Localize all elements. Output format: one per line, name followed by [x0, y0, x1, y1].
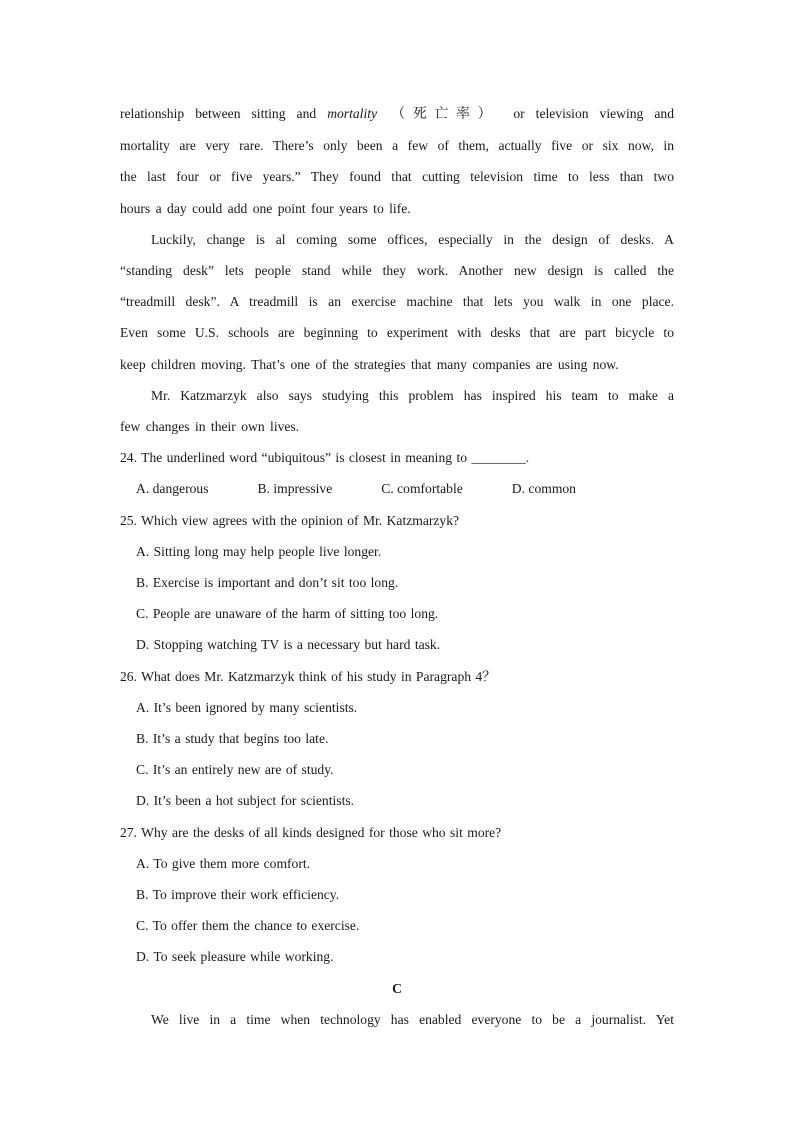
option-d: D. Stopping watching TV is a necessary but hard task. [136, 637, 441, 653]
passage-paragraph [120, 1004, 674, 1035]
option-d: D. common [511, 481, 576, 497]
question-stem: 25. Which view agrees with the opinion of Mr. Katzmarzyk? [120, 512, 460, 528]
text-line: few changes in their own lives. [120, 419, 300, 435]
text-line: the last four or five years.” They found that cutting television time to less than two [120, 169, 674, 185]
text-line: “standing desk” lets people stand while they work. Another new design is called the [120, 263, 674, 279]
text-line: “treadmill desk”. A treadmill is an exercise machine that lets you walk in one place. [120, 294, 674, 310]
passage-paragraph [120, 98, 674, 224]
section-title: C [392, 980, 402, 996]
text-line: Luckily, change is al coming some offices, especially in the design of desks. A [151, 231, 674, 247]
question-stem: 26. What does Mr. Katzmarzyk think of his study in Paragraph 4？ [120, 668, 496, 684]
option-d: D. It’s been a hot subject for scientists. [136, 793, 355, 809]
options-row [136, 473, 576, 504]
option-a: A. dangerous [136, 481, 209, 497]
option-b: B. It’s a study that begins too late. [136, 731, 329, 747]
question-stem: 27. Why are the desks of all kinds designed for those who sit more? [120, 824, 502, 840]
passage-paragraph [120, 380, 674, 442]
question-25 [120, 505, 674, 661]
question-27 [120, 817, 674, 973]
option-c: C. To offer them the chance to exercise. [136, 918, 360, 934]
text-line: Mr. Katzmarzyk also says studying this problem has inspired his team to make a [151, 387, 674, 403]
chinese-gloss: （死亡率） [377, 106, 514, 122]
question-stem: 24. The underlined word “ubiquitous” is closest in meaning to ________. [120, 450, 530, 466]
option-d: D. To seek pleasure while working. [136, 949, 334, 965]
option-b: B. Exercise is important and don’t sit too long. [136, 575, 399, 591]
option-c: C. It’s an entirely new are of study. [136, 762, 334, 778]
option-a: A. It’s been ignored by many scientists. [136, 699, 358, 715]
text-line: hours a day could add one point four years to life. [120, 200, 411, 216]
page-content [120, 98, 674, 1035]
option-b: B. To improve their work efficiency. [136, 887, 340, 903]
text-span: relationship between sitting and [120, 106, 328, 121]
question-24 [120, 442, 674, 504]
text-span: or television viewing and [513, 106, 675, 121]
question-26 [120, 661, 674, 817]
option-a: A. Sitting long may help people live longer. [136, 543, 382, 559]
passage-paragraph [120, 224, 674, 380]
text-line: mortality are very rare. There’s only been a few of them, actually five or six now, in [120, 138, 674, 154]
text-line: We live in a time when technology has enabled everyone to be a journalist. Yet [151, 1011, 674, 1027]
text-line: Even some U.S. schools are beginning to experiment with desks that are part bicycle to [120, 325, 674, 341]
text-line [120, 98, 674, 130]
text-line: keep children moving. That’s one of the strategies that many companies are using now. [120, 356, 619, 372]
option-a: A. To give them more comfort. [136, 855, 311, 871]
option-c: C. People are unaware of the harm of sitting too long. [136, 606, 439, 622]
italic-term: mortality [327, 106, 378, 121]
option-c: C. comfortable [381, 481, 463, 497]
option-b: B. impressive [257, 481, 333, 497]
